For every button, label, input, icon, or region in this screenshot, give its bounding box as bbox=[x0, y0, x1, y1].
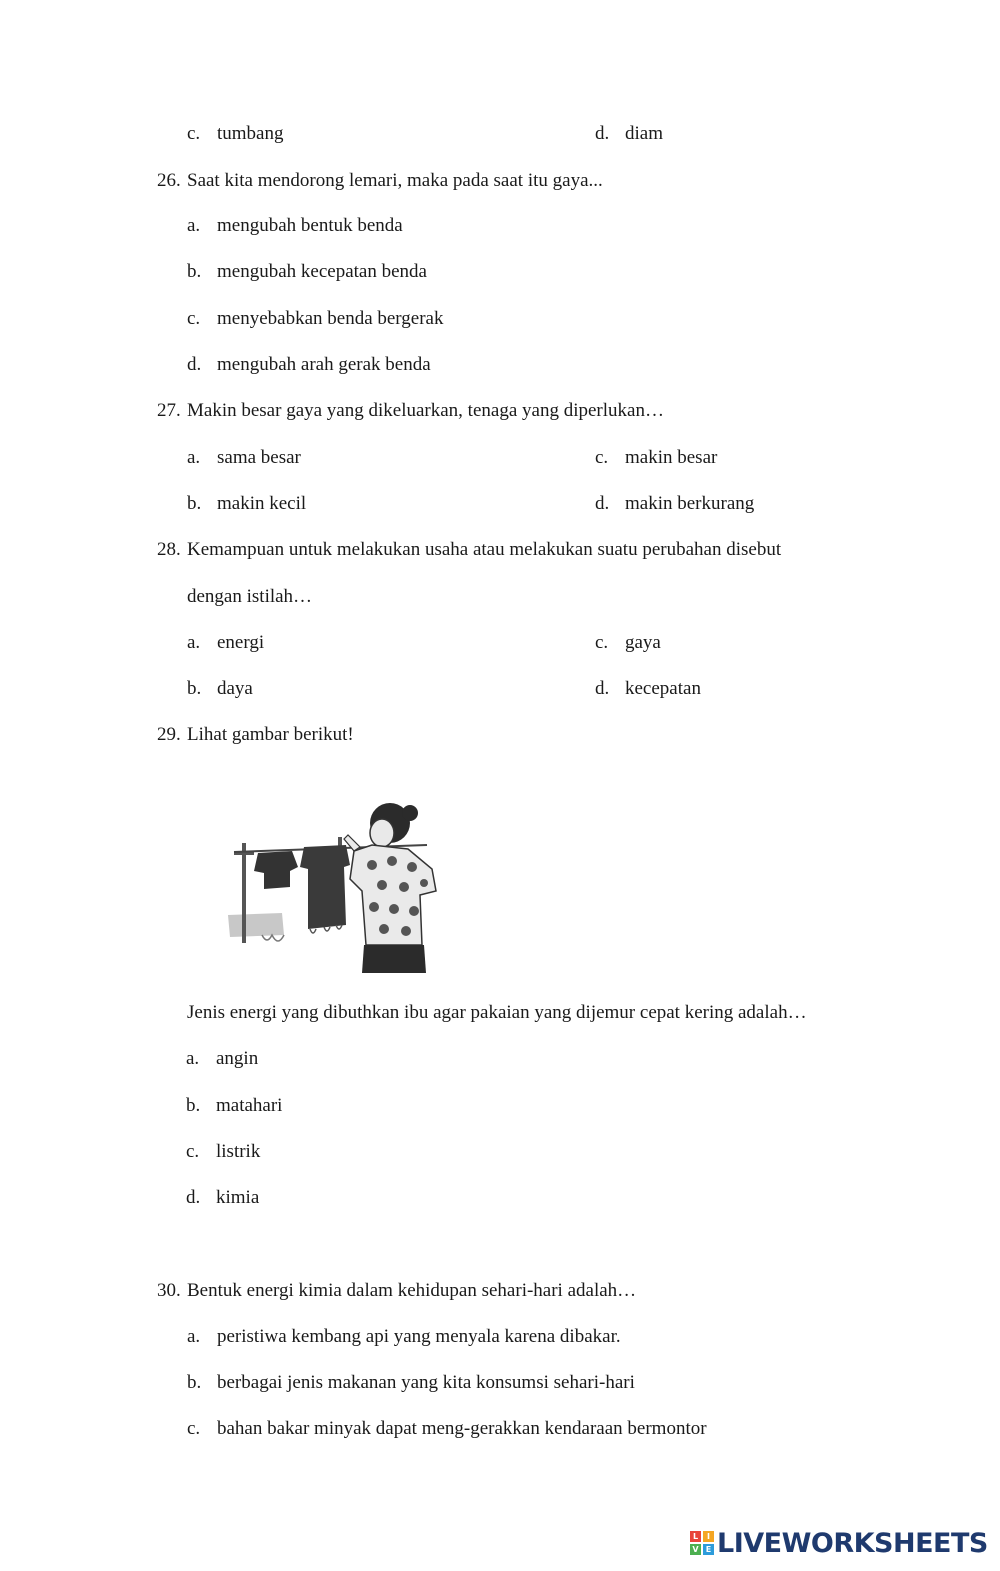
option-text: energi bbox=[217, 632, 265, 653]
q26-option-d bbox=[187, 355, 431, 374]
option-text: peristiwa kembang api yang menyala karena dibakar. bbox=[217, 1326, 621, 1347]
option-text: makin berkurang bbox=[625, 493, 755, 514]
logo-tile: E bbox=[703, 1544, 714, 1555]
woman-hanging-laundry-icon bbox=[222, 795, 442, 975]
option-text: daya bbox=[217, 678, 253, 699]
q30-question bbox=[157, 1281, 636, 1300]
option-label: c. bbox=[187, 1418, 201, 1439]
option-label: c. bbox=[595, 632, 609, 653]
option-label: b. bbox=[187, 678, 202, 699]
q29-option-d bbox=[186, 1188, 259, 1207]
option-label: c. bbox=[186, 1141, 200, 1162]
option-text: makin besar bbox=[625, 447, 718, 468]
q28-option-b bbox=[187, 679, 253, 698]
option-label: b. bbox=[186, 1095, 201, 1116]
option-label: b. bbox=[187, 261, 202, 282]
q27-question bbox=[157, 401, 664, 420]
option-label: a. bbox=[187, 1326, 201, 1347]
question-text: Lihat gambar berikut! bbox=[187, 724, 354, 745]
q27-option-b bbox=[187, 494, 306, 513]
q26-question bbox=[157, 171, 603, 190]
q28-option-d bbox=[595, 679, 701, 698]
option-text: mengubah kecepatan benda bbox=[217, 261, 427, 282]
option-label: a. bbox=[187, 215, 201, 236]
q29-option-b bbox=[186, 1096, 282, 1115]
option-label: a. bbox=[187, 447, 201, 468]
option-label: d. bbox=[595, 678, 610, 699]
question-number: 29. bbox=[157, 724, 181, 745]
option-label: b. bbox=[187, 1372, 202, 1393]
option-text: angin bbox=[216, 1048, 259, 1069]
q26-option-a bbox=[187, 216, 403, 235]
option-text: kecepatan bbox=[625, 678, 701, 699]
q27-option-d bbox=[595, 494, 754, 513]
q28-option-a bbox=[187, 633, 264, 652]
option-label: a. bbox=[186, 1048, 200, 1069]
option-text: mengubah bentuk benda bbox=[217, 215, 403, 236]
option-label: b. bbox=[187, 493, 202, 514]
option-text: makin kecil bbox=[217, 493, 307, 514]
q28-question-line2: dengan istilah… bbox=[187, 586, 313, 607]
q29-prompt: Jenis energi yang dibuthkan ibu agar pakaian yang dijemur cepat kering adalah… bbox=[187, 1002, 807, 1023]
question-text: Makin besar gaya yang dikeluarkan, tenaga yang diperlukan… bbox=[187, 400, 664, 421]
q28-question bbox=[157, 540, 781, 559]
q29-question bbox=[157, 725, 354, 744]
option-text: menyebabkan benda bergerak bbox=[217, 308, 444, 329]
option-label: d. bbox=[187, 354, 202, 375]
option-label: d. bbox=[186, 1187, 201, 1208]
q30-option-b bbox=[187, 1373, 635, 1392]
q25-option-d bbox=[595, 124, 663, 143]
q29-option-c bbox=[186, 1142, 260, 1161]
q27-option-a bbox=[187, 448, 301, 467]
q26-option-b bbox=[187, 262, 427, 281]
option-text: diam bbox=[625, 123, 663, 144]
q25-option-c bbox=[187, 124, 284, 143]
q30-option-c bbox=[187, 1419, 707, 1438]
question-number: 27. bbox=[157, 400, 181, 421]
option-text: bahan bakar minyak dapat meng-gerakkan kendaraan bermontor bbox=[217, 1418, 707, 1439]
question-text-line1: Kemampuan untuk melakukan usaha atau melakukan suatu perubahan disebut bbox=[187, 539, 782, 560]
logo-tile: V bbox=[690, 1544, 701, 1555]
option-text: sama besar bbox=[217, 447, 301, 468]
liveworksheets-logo bbox=[690, 1528, 988, 1558]
logo-tiles-icon bbox=[690, 1531, 714, 1555]
logo-tile: L bbox=[690, 1531, 701, 1542]
logo-tile: I bbox=[703, 1531, 714, 1542]
question-text: Saat kita mendorong lemari, maka pada saat itu gaya... bbox=[187, 170, 603, 191]
q28-option-c bbox=[595, 633, 661, 652]
q27-option-c bbox=[595, 448, 717, 467]
option-label: c. bbox=[595, 447, 609, 468]
option-label: d. bbox=[595, 123, 610, 144]
option-text: kimia bbox=[216, 1187, 260, 1208]
question-text: Bentuk energi kimia dalam kehidupan sehari-hari adalah… bbox=[187, 1280, 637, 1301]
option-text: listrik bbox=[216, 1141, 261, 1162]
question-number: 30. bbox=[157, 1280, 181, 1301]
option-text: tumbang bbox=[217, 123, 284, 144]
question-number: 28. bbox=[157, 539, 181, 560]
q29-option-a bbox=[186, 1049, 258, 1068]
option-text: berbagai jenis makanan yang kita konsumsi sehari-hari bbox=[217, 1372, 635, 1393]
logo-text: LIVEWORKSHEETS bbox=[717, 1527, 988, 1559]
q30-option-a bbox=[187, 1327, 621, 1346]
option-text: matahari bbox=[216, 1095, 283, 1116]
option-label: d. bbox=[595, 493, 610, 514]
option-label: c. bbox=[187, 308, 201, 329]
option-label: a. bbox=[187, 632, 201, 653]
option-text: mengubah arah gerak benda bbox=[217, 354, 431, 375]
option-text: gaya bbox=[625, 632, 661, 653]
question-number: 26. bbox=[157, 170, 181, 191]
laundry-illustration bbox=[222, 795, 442, 975]
q26-option-c bbox=[187, 309, 444, 328]
option-label: c. bbox=[187, 123, 201, 144]
